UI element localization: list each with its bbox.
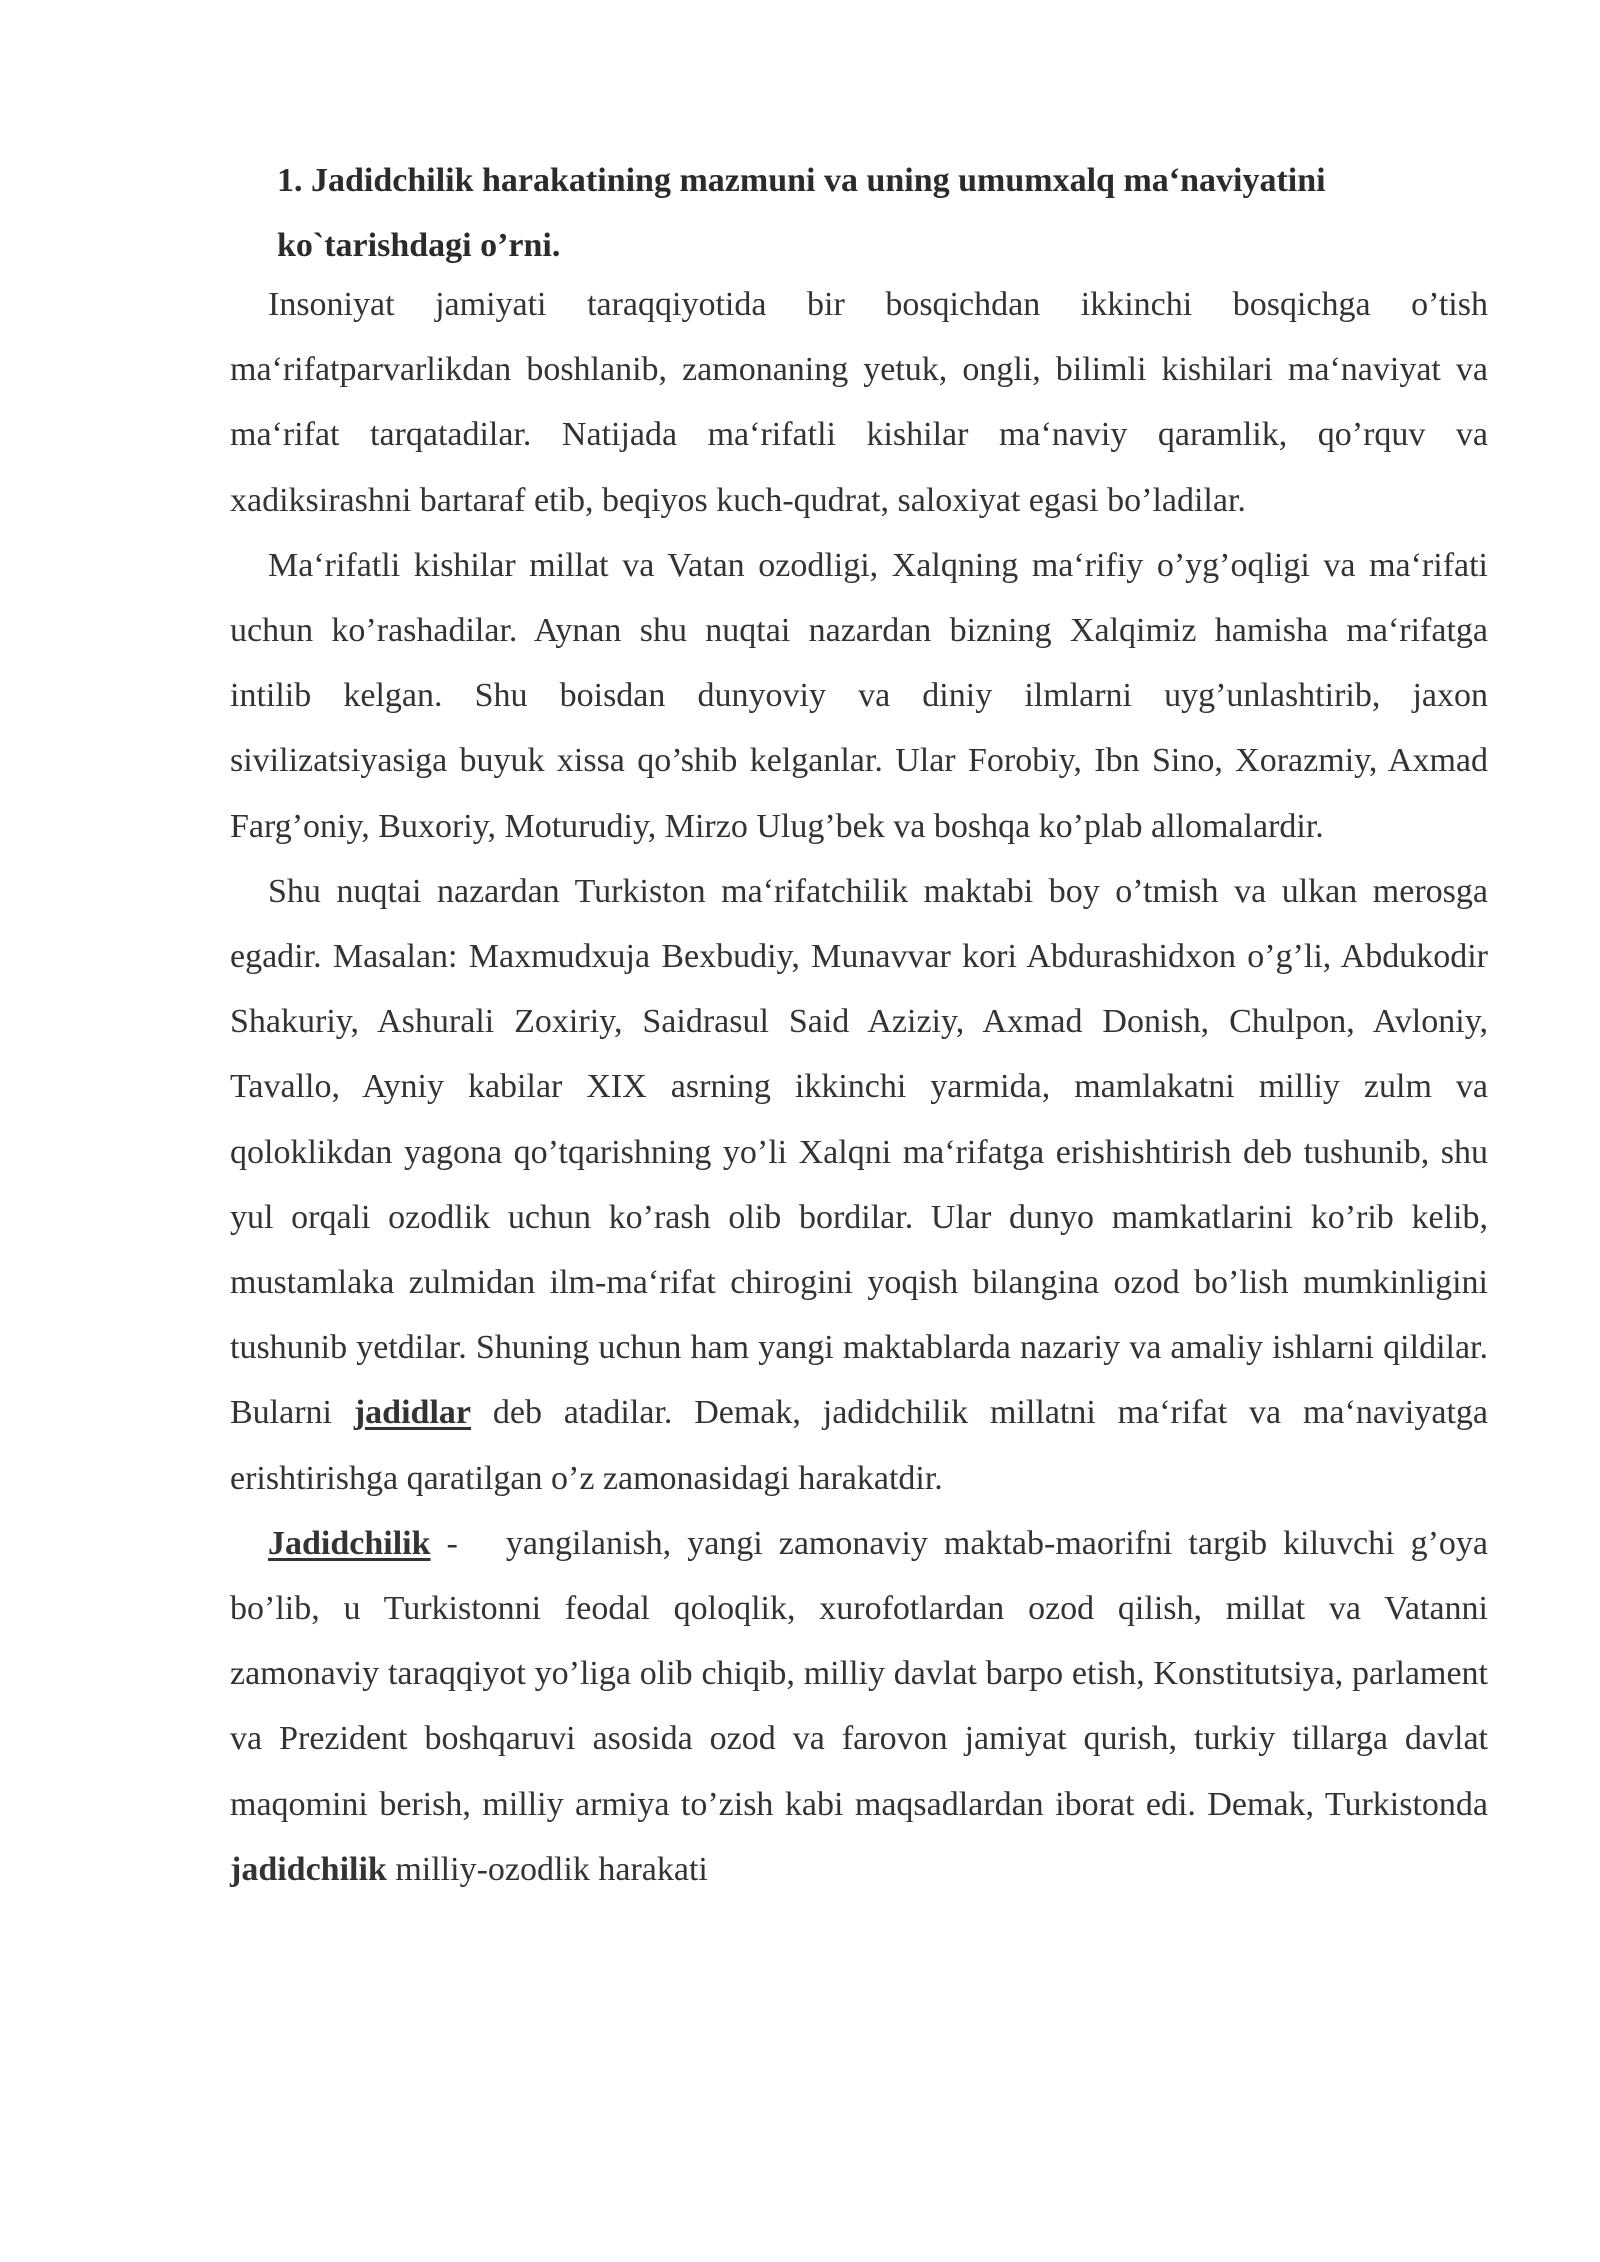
paragraph-3 xyxy=(230,859,1488,1511)
paragraph-1: Insoniyat jamiyati taraqqiyotida bir bosqichdan ikkinchi bosqichga o’tish ma‘rifatparvarlikdan boshlanib, zamonaning yetuk, ongli, bilimli kishilari ma‘naviyat va ma‘rifat tarqatadilar. Natijada ma‘rifatli kishilar ma‘naviy qaramlik, qo’rquv va xadiksirashni bartaraf etib, beqiyos kuch-qudrat, saloxiyat egasi bo’ladilar. xyxy=(230,286,1488,519)
heading-line-2: ko`tarishdagi o’rni. xyxy=(277,227,561,264)
paragraph-4-text-b: milliy-ozodlik harakati xyxy=(386,1850,708,1888)
paragraph-4-text-a: yangilanish, yangi zamonaviy maktab-maorifni targib kiluvchi g’oya bo’lib, u Turkistonni feodal qoloqlik, xurofotlardan ozod qilish, millat va Vatanni zamonaviy taraqqiyot yo’liga olib chiqib, milliy davlat barpo etish, Konstitutsiya, parlament va Prezident boshqaruvi asosida ozod va farovon jamiyat qurish, turkiy tillarga davlat maqomini berish, milliy armiya to’zish kabi maqsadlardan iborat edi. Demak, Turkistonda xyxy=(230,1524,1488,1823)
paragraph-3-text-a: Shu nuqtai nazardan Turkiston ma‘rifatchilik maktabi boy o’tmish va ulkan merosga egadir. Masalan: Maxmudxuja Bexbudiy, Munavvar kori Abdurashidxon o’g’li, Abdukodir Shakuriy, Ashurali Zoxiriy, Saidrasul Said Aziziy, Axmad Donish, Chulpon, Avloniy, Tavallo, Ayniy kabilar XIX asrning ikkinchi yarmida, mamlakatni milliy zulm va qoloklikdan yagona qo’tqarishning yo’li Xalqni ma‘rifatga erishishtirish deb tushunib, shu yul orqali ozodlik uchun ko’rash olib bordilar. Ular dunyo mamkatlarini ko’rib kelib, mustamlaka zulmidan ilm-ma‘rifat chirogini yoqish bilangina ozod bo’lish mumkinligini tushunib yetdilar. Shuning uchun ham yangi maktablarda nazariy va amaliy ishlarni qildilar. Bularni xyxy=(230,872,1488,1432)
paragraph-3-text-b: deb atadilar. Demak, jadidchilik millatni ma‘rifat va ma‘naviyatga erishtirishga qaratilgan o’z zamonasidagi harakatdir. xyxy=(230,1394,1489,1497)
document-body xyxy=(230,272,1488,1902)
term-jadidchilik: Jadidchilik xyxy=(268,1524,431,1562)
term-jadidlar: jadidlar xyxy=(353,1394,471,1432)
section-heading xyxy=(277,148,1477,278)
paragraph-2: Ma‘rifatli kishilar millat va Vatan ozodligi, Xalqning ma‘rifiy o’yg’oqligi va ma‘rifati uchun ko’rashadilar. Aynan shu nuqtai nazardan bizning Xalqimiz hamisha ma‘rifatga intilib kelgan. Shu boisdan dunyoviy va diniy ilmlarni uyg’unlashtirib, jaxon sivilizatsiyasiga buyuk xissa qo’shib kelganlar. Ular Forobiy, Ibn Sino, Xorazmiy, Axmad Farg’oniy, Buxoriy, Moturudiy, Mirzo Ulug’bek va boshqa ko’plab allomalardir. xyxy=(230,546,1488,845)
bold-jadidchilik: jadidchilik xyxy=(230,1850,387,1888)
heading-line-1: 1. Jadidchilik harakatining mazmuni va uning umumxalq ma‘naviyatini xyxy=(277,162,1326,199)
paragraph-4 xyxy=(230,1511,1488,1902)
paragraph-4-dash: - xyxy=(430,1524,506,1562)
